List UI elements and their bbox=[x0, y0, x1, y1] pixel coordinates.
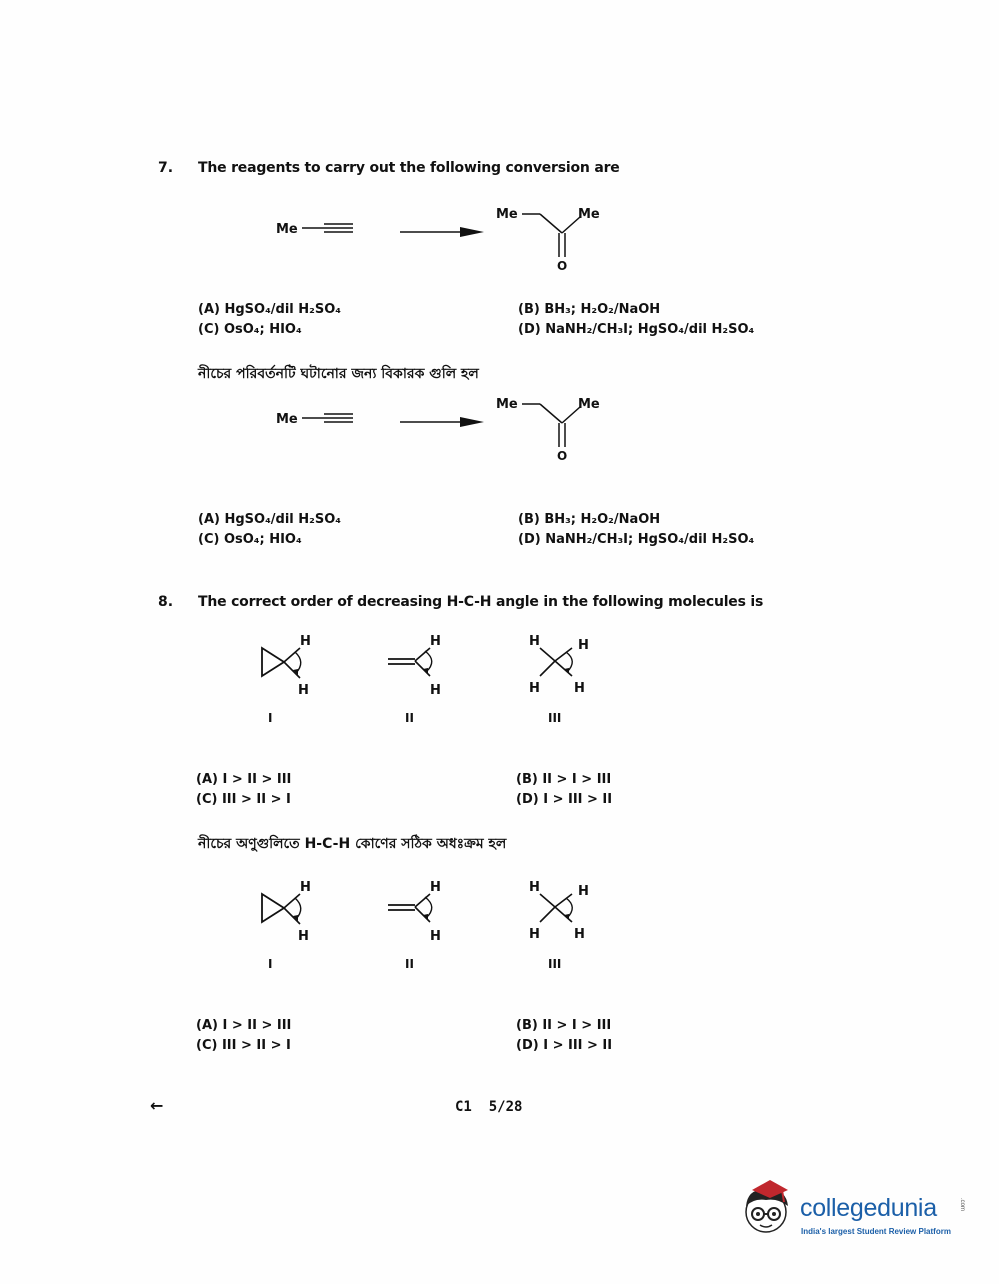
label-ii: II bbox=[405, 711, 414, 725]
svg-text:H: H bbox=[574, 927, 585, 942]
q7-option-c: (C) OsO₄; HIO₄ bbox=[198, 322, 302, 337]
brand-com: .com bbox=[959, 1198, 965, 1212]
q8-bn-option-c: (C) III > II > I bbox=[196, 1038, 291, 1053]
svg-text:H: H bbox=[578, 638, 589, 653]
molecule-ii-alkene-bn bbox=[388, 880, 441, 971]
molecule-iii-methane-bn bbox=[529, 880, 589, 971]
svg-text:H: H bbox=[529, 681, 540, 696]
svg-text:H: H bbox=[430, 683, 441, 698]
q8-option-c: (C) III > II > I bbox=[196, 792, 291, 807]
svg-text:H: H bbox=[574, 681, 585, 696]
q7-bn-reactant-me: Me bbox=[276, 412, 298, 427]
svg-text:H: H bbox=[529, 880, 540, 895]
q7-question-text-bengali: নীচের পরিবর্তনটি ঘটানোর জন্য বিকারক গুলি হল bbox=[198, 366, 479, 382]
label-i: I bbox=[268, 711, 273, 725]
q7-bn-product-me-right: Me bbox=[578, 397, 600, 412]
q7-product-me-right: Me bbox=[578, 207, 600, 222]
q7-product-me-left: Me bbox=[496, 207, 518, 222]
q8-bn-option-d: (D) I > III > II bbox=[516, 1038, 613, 1053]
svg-text:H: H bbox=[300, 880, 311, 895]
q8-number: 8. bbox=[158, 594, 174, 610]
label-i-bn: I bbox=[268, 957, 273, 971]
brand-tagline: India's largest Student Review Platform bbox=[801, 1227, 951, 1236]
svg-text:H: H bbox=[529, 927, 540, 942]
q8-bn-option-a: (A) I > II > III bbox=[196, 1018, 292, 1033]
q7-option-d: (D) NaNH₂/CH₃I; HgSO₄/dil H₂SO₄ bbox=[518, 322, 755, 337]
q7-question-text: The reagents to carry out the following conversion are bbox=[198, 160, 620, 176]
molecule-i-cyclopropane bbox=[262, 634, 311, 725]
q7-bn-option-b: (B) BH₃; H₂O₂/NaOH bbox=[518, 512, 661, 527]
svg-text:H: H bbox=[529, 634, 540, 649]
q7-number: 7. bbox=[158, 160, 174, 176]
q7-reaction-scheme bbox=[260, 195, 610, 275]
q7-bn-option-a: (A) HgSO₄/dil H₂SO₄ bbox=[198, 512, 341, 527]
label-iii: III bbox=[548, 711, 562, 725]
q8-option-a: (A) I > II > III bbox=[196, 772, 292, 787]
q7-reactant-me: Me bbox=[276, 222, 298, 237]
q8-question-text-bengali: নীচের অণুগুলিতে H-C-H কোণের সঠিক অধঃক্রম হল bbox=[198, 836, 507, 852]
label-ii-bn: II bbox=[405, 957, 414, 971]
molecule-iii-methane bbox=[529, 634, 589, 725]
q7-option-a: (A) HgSO₄/dil H₂SO₄ bbox=[198, 302, 341, 317]
svg-text:H: H bbox=[430, 634, 441, 649]
back-arrow-icon: ← bbox=[150, 1096, 164, 1115]
svg-text:H: H bbox=[430, 880, 441, 895]
svg-text:H: H bbox=[430, 929, 441, 944]
q8-molecules-bengali bbox=[240, 874, 620, 974]
q7-bn-product-me-left: Me bbox=[496, 397, 518, 412]
label-iii-bn: III bbox=[548, 957, 562, 971]
brand-name: collegedunia bbox=[800, 1194, 937, 1222]
q7-reaction-scheme-bengali bbox=[260, 385, 610, 465]
svg-text:H: H bbox=[298, 929, 309, 944]
svg-text:H: H bbox=[300, 634, 311, 649]
q8-option-d: (D) I > III > II bbox=[516, 792, 613, 807]
svg-text:H: H bbox=[578, 884, 589, 899]
q7-bn-option-d: (D) NaNH₂/CH₃I; HgSO₄/dil H₂SO₄ bbox=[518, 532, 755, 547]
molecule-ii-alkene bbox=[388, 634, 441, 725]
q7-bn-option-c: (C) OsO₄; HIO₄ bbox=[198, 532, 302, 547]
q8-option-b: (B) II > I > III bbox=[516, 772, 612, 787]
page-number: C1 5/28 bbox=[455, 1099, 523, 1115]
q7-option-b: (B) BH₃; H₂O₂/NaOH bbox=[518, 302, 661, 317]
q8-question-text: The correct order of decreasing H-C-H angle in the following molecules is bbox=[198, 594, 764, 610]
q7-product-oxygen: O bbox=[557, 259, 568, 273]
mascot-icon bbox=[738, 1176, 798, 1242]
molecule-i-cyclopropane-bn bbox=[262, 880, 311, 971]
svg-text:H: H bbox=[298, 683, 309, 698]
q8-bn-option-b: (B) II > I > III bbox=[516, 1018, 612, 1033]
q8-molecules bbox=[240, 628, 620, 728]
collegedunia-logo bbox=[738, 1176, 978, 1246]
q7-bn-product-oxygen: O bbox=[557, 449, 568, 463]
